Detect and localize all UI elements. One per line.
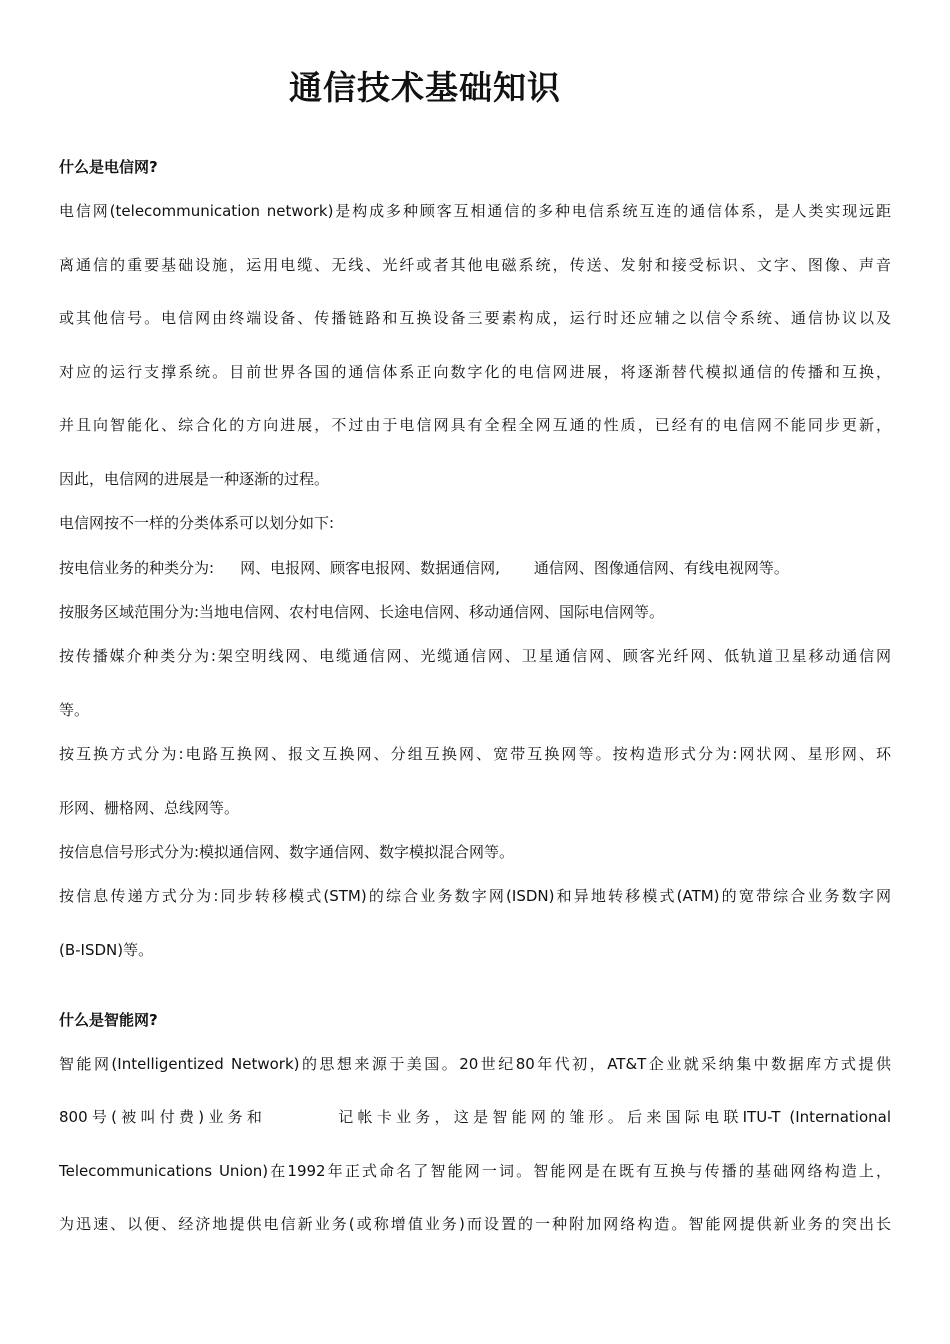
section-heading-intelligent-network: 什么是智能网? <box>59 1011 158 1029</box>
classification-intro: 电信网按不一样的分类体系可以划分如下: <box>59 514 335 532</box>
paragraph-line: Telecommunications Union)在1992年正式命名了智能网一词。智能网是在既有互换与传播的基础网络构造上， <box>59 1162 891 1180</box>
classification-by-service <box>59 557 789 578</box>
document-title: 通信技术基础知识 <box>289 68 561 107</box>
classification-by-transfer: 按信息传递方式分为:同步转移模式(STM)的综合业务数字网(ISDN)和异地转移模式(ATM)的宽带综合业务数字网 <box>59 887 891 905</box>
paragraph-line: 因此，电信网的进展是一种逐渐的过程。 <box>59 470 330 488</box>
paragraph-line: 智能网(Intelligentized Network)的思想来源于美国。20世纪80年代初，AT&T企业就采纳集中数据库方式提供 <box>59 1055 891 1073</box>
section-heading-telecom-network: 什么是电信网? <box>59 158 158 176</box>
classification-by-transfer-cont: (B-ISDN)等。 <box>59 941 154 959</box>
paragraph-line: 对应的运行支撑系统。目前世界各国的通信体系正向数字化的电信网进展，将逐渐替代模拟通信的传播和互换， <box>59 363 891 381</box>
paragraph-line: 并且向智能化、综合化的方向进展，不过由于电信网具有全程全网互通的性质，已经有的电信网不能同步更新， <box>59 416 891 434</box>
classification-by-area: 按服务区域范围分为:当地电信网、农村电信网、长途电信网、移动通信网、国际电信网等。 <box>59 603 665 621</box>
classification-by-switching: 按互换方式分为:电路互换网、报文互换网、分组互换网、宽带互换网等。按构造形式分为:网状网、星形网、环 <box>59 745 891 763</box>
paragraph-line: 800号(被叫付费)业务和 记帐卡业务，这是智能网的雏形。后来国际电联ITU-T (International <box>59 1108 891 1126</box>
paragraph-line: 为迅速、以便、经济地提供电信新业务(或称增值业务)而设置的一种附加网络构造。智能网提供新业务的突出长 <box>59 1215 891 1233</box>
paragraph-line: 离通信的重要基础设施，运用电缆、无线、光纤或者其他电磁系统，传送、发射和接受标识、文字、图像、声音 <box>59 256 891 274</box>
classification-by-switching-cont: 形网、栅格网、总线网等。 <box>59 799 240 817</box>
by-service-end: 通信网、图像通信网、有线电视网等。 <box>533 559 789 577</box>
paragraph-line: 电信网(telecommunication network)是构成多种顾客互相通信的多种电信系统互连的通信体系，是人类实现远距 <box>59 202 891 220</box>
by-service-prefix: 按电信业务的种类分为: <box>59 559 215 577</box>
classification-by-media-cont: 等。 <box>59 701 90 719</box>
classification-by-media: 按传播媒介种类分为:架空明线网、电缆通信网、光缆通信网、卫星通信网、顾客光纤网、低轨道卫星移动通信网 <box>59 647 891 665</box>
paragraph-line: 或其他信号。电信网由终端设备、传播链路和互换设备三要素构成，运行时还应辅之以信令系统、通信协议以及 <box>59 309 891 327</box>
classification-by-signal: 按信息信号形式分为:模拟通信网、数字通信网、数字模拟混合网等。 <box>59 843 515 861</box>
by-service-mid: 网、电报网、顾客电报网、数据通信网, <box>240 559 500 577</box>
